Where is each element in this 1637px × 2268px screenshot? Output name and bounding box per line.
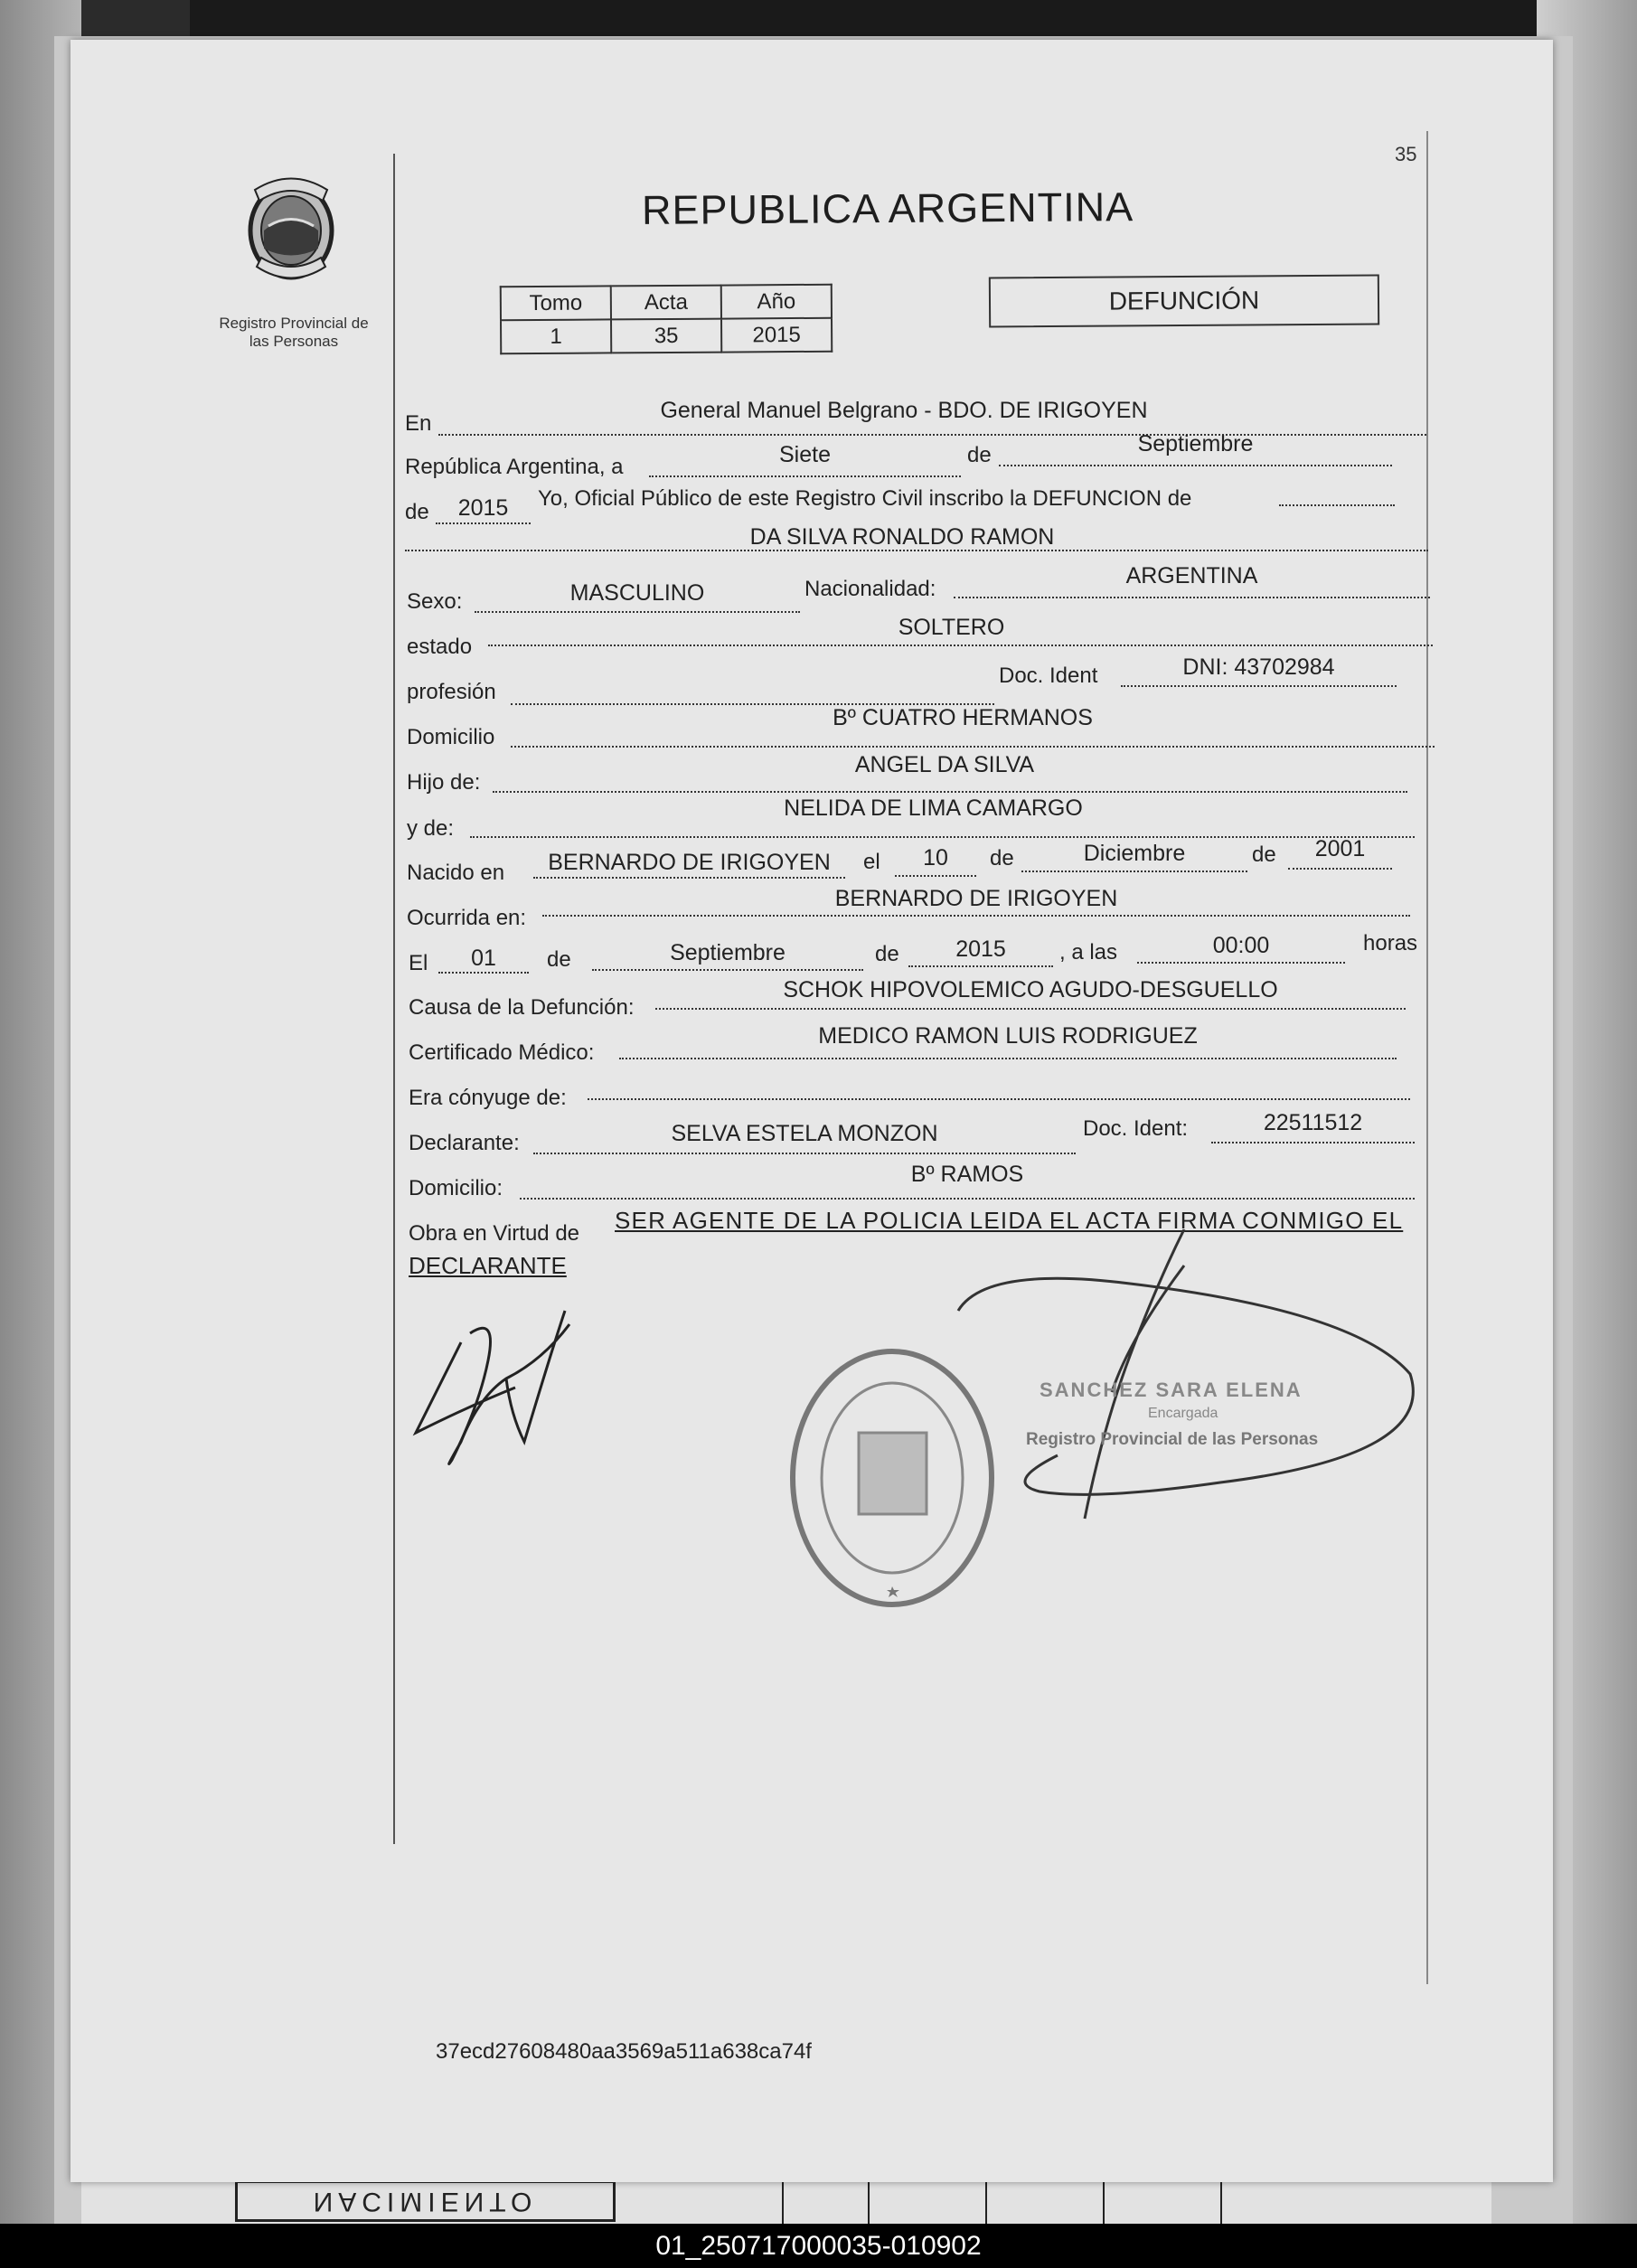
value-declarante-domicilio: Bº RAMOS [910, 1162, 1024, 1187]
value-def-dia: 01 [471, 946, 496, 971]
label-certificado: Certificado Médico: [409, 1040, 595, 1065]
dotted-line [475, 611, 800, 613]
label-hijo-de: Hijo de: [407, 770, 481, 795]
left-margin-rule [393, 154, 395, 1844]
label-conyuge: Era cónyuge de: [409, 1086, 567, 1110]
value-dia: Siete [779, 442, 831, 467]
value-sexo: MASCULINO [569, 580, 705, 606]
table-value-tomo: 1 [501, 319, 611, 353]
dotted-line [1137, 962, 1345, 964]
dotted-line [493, 791, 1407, 793]
registrar-stamp [949, 1229, 1437, 1564]
table-divider [985, 2176, 987, 2226]
label-a-las: , a las [1059, 940, 1118, 965]
document-title: REPUBLICA ARGENTINA [641, 184, 1134, 233]
dotted-line [520, 1198, 1415, 1200]
value-mes: Septiembre [1137, 431, 1254, 456]
dotted-line [655, 1008, 1406, 1010]
label-horas: horas [1363, 931, 1418, 955]
label-estado: estado [407, 635, 473, 659]
footer-id: 01_250717000035-010902 [0, 2224, 1637, 2268]
dotted-line [649, 475, 961, 477]
value-domicilio: Bº CUATRO HERMANOS [833, 705, 1093, 730]
label-republica: República Argentina, a [405, 455, 624, 479]
value-nacido-anio: 2001 [1314, 836, 1366, 861]
table-header-row [501, 285, 832, 321]
dotted-line [542, 915, 1410, 917]
page-number: 35 [1395, 143, 1417, 165]
declarant-signature [407, 1306, 588, 1473]
value-obra-line-1: SER AGENTE DE LA POLICIA LEIDA EL ACTA FIRMA CONMIGO EL [615, 1207, 1404, 1234]
label-doc-ident2: Doc. Ident: [1083, 1116, 1189, 1141]
label-el: el [863, 850, 880, 874]
dotted-line [1279, 504, 1395, 506]
registry-line-1: Registro Provincial de [219, 315, 369, 332]
value-causa: SCHOK HIPOVOLEMICO AGUDO-DESGUELLO [783, 977, 1278, 1002]
label-domicilio: Domicilio [407, 725, 495, 749]
value-madre: NELIDA DE LIMA CAMARGO [784, 795, 1083, 821]
dotted-line [908, 965, 1053, 967]
underlying-form-label: NACIMIENTO [235, 2180, 616, 2222]
right-margin-rule [1426, 131, 1428, 1984]
registry-name [203, 315, 384, 351]
stamp-role: Encargada [1148, 1406, 1218, 1421]
dotted-line [1021, 870, 1247, 872]
table-header-anio: Año [721, 285, 832, 319]
label-profesion: profesión [407, 680, 496, 704]
misiones-crest-icon [237, 163, 345, 289]
label-de3: de [990, 846, 1014, 870]
value-lugar: General Manuel Belgrano - BDO. DE IRIGOYEN [660, 398, 1148, 423]
dotted-line [588, 1098, 1410, 1100]
label-y-de: y de: [407, 816, 455, 841]
table-header-tomo: Tomo [501, 286, 611, 320]
record-table [500, 284, 833, 355]
document-hash: 37ecd27608480aa3569a511a638ca74f [436, 2039, 812, 2064]
label-ocurrida-en: Ocurrida en: [407, 906, 527, 930]
value-ocurrida: BERNARDO DE IRIGOYEN [834, 886, 1118, 911]
label-domicilio2: Domicilio: [409, 1176, 503, 1200]
table-divider [1220, 2176, 1222, 2226]
value-estado: SOLTERO [898, 615, 1005, 640]
label-causa: Causa de la Defunción: [409, 995, 635, 1020]
value-def-hora: 00:00 [1212, 933, 1270, 958]
label-el2: El [409, 951, 428, 975]
value-doc: DNI: 43702984 [1182, 654, 1335, 680]
value-def-anio: 2015 [955, 936, 1006, 962]
value-nacido-lugar: BERNARDO DE IRIGOYEN [548, 850, 831, 875]
dotted-line [533, 877, 845, 879]
dotted-line [895, 875, 976, 877]
stamp-org: Registro Provincial de las Personas [1026, 1430, 1319, 1449]
dotted-line [592, 969, 863, 971]
registry-line-2: las Personas [249, 333, 339, 350]
dotted-line [488, 645, 1433, 646]
value-declarante-doc: 22511512 [1263, 1110, 1363, 1135]
label-de2: de [405, 500, 429, 524]
value-nacido-mes: Diciembre [1083, 841, 1186, 866]
value-declarante: SELVA ESTELA MONZON [671, 1121, 938, 1146]
table-divider [1103, 2176, 1105, 2226]
stamp-name: SANCHEZ SARA ELENA [1040, 1379, 1303, 1401]
dotted-line [999, 465, 1392, 466]
label-de6: de [875, 942, 899, 966]
dotted-line [954, 597, 1430, 598]
table-value-row [501, 318, 832, 354]
table-divider [868, 2176, 870, 2226]
dotted-line [1211, 1142, 1415, 1143]
dotted-line [619, 1058, 1397, 1059]
dotted-line [511, 746, 1435, 748]
dotted-line [533, 1153, 1076, 1154]
table-divider [782, 2176, 784, 2226]
label-oficial: Yo, Oficial Público de este Registro Civil inscribo la DEFUNCION de [538, 486, 1192, 511]
label-sexo: Sexo: [407, 589, 463, 614]
table-header-acta: Acta [611, 286, 721, 320]
label-de4: de [1252, 842, 1276, 867]
value-nombre: DA SILVA RONALDO RAMON [749, 524, 1055, 550]
dotted-line [1121, 685, 1397, 687]
value-nacionalidad: ARGENTINA [1125, 563, 1258, 588]
value-obra-line-2: DECLARANTE [409, 1252, 567, 1279]
value-certificado: MEDICO RAMON LUIS RODRIGUEZ [818, 1023, 1198, 1049]
background-top [190, 0, 1546, 41]
label-en: En [405, 411, 432, 436]
dotted-line [1288, 868, 1392, 870]
value-anio: 2015 [457, 495, 509, 521]
label-nacido-en: Nacido en [407, 861, 505, 885]
value-padre: ANGEL DA SILVA [854, 752, 1035, 777]
dotted-line [470, 836, 1415, 838]
value-nacido-dia: 10 [923, 845, 948, 870]
dotted-line [438, 972, 529, 974]
value-def-mes: Septiembre [670, 940, 786, 965]
table-value-anio: 2015 [721, 318, 832, 353]
label-nacionalidad: Nacionalidad: [804, 577, 936, 601]
label-obra: Obra en Virtud de [409, 1221, 580, 1246]
table-value-acta: 35 [611, 319, 721, 353]
label-declarante: Declarante: [409, 1131, 520, 1155]
label-de5: de [547, 947, 571, 972]
label-de: de [967, 443, 992, 467]
label-doc-ident: Doc. Ident [999, 663, 1098, 688]
act-type-box: DEFUNCIÓN [989, 274, 1379, 327]
